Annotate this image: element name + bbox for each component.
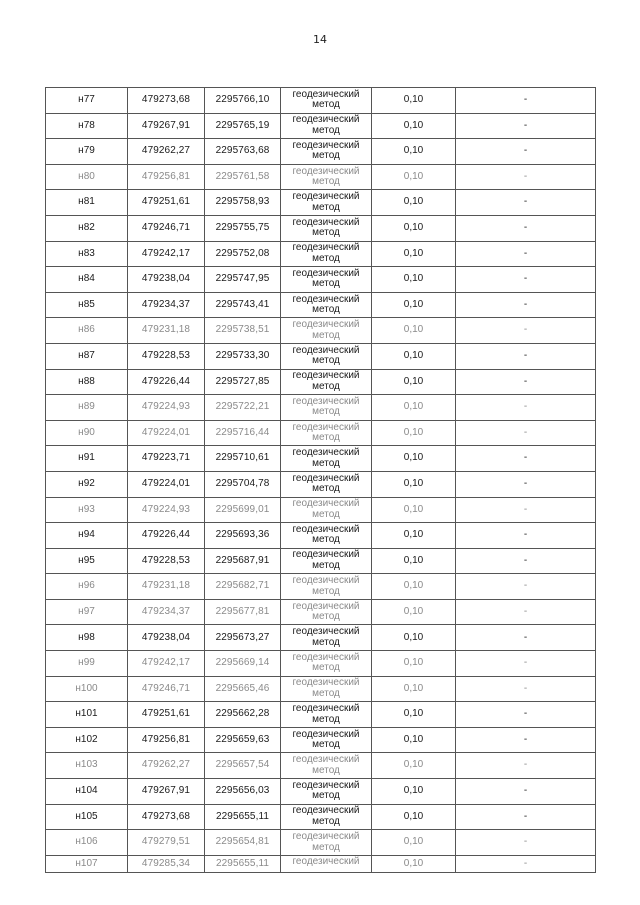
x-coordinate-cell: 479238,04 xyxy=(128,267,205,293)
method-cell: геодезический метод xyxy=(281,420,372,446)
accuracy-cell: 0,10 xyxy=(372,651,456,677)
x-coordinate-cell: 479228,53 xyxy=(128,548,205,574)
point-number-cell: н107 xyxy=(46,855,128,872)
method-cell: геодезический метод xyxy=(281,727,372,753)
note-cell: - xyxy=(456,779,596,805)
y-coordinate-cell: 2295727,85 xyxy=(205,369,281,395)
note-cell: - xyxy=(456,599,596,625)
note-cell: - xyxy=(456,651,596,677)
x-coordinate-cell: 479256,81 xyxy=(128,164,205,190)
table-row xyxy=(46,779,596,805)
point-number-cell: н89 xyxy=(46,395,128,421)
method-cell: геодезический метод xyxy=(281,548,372,574)
y-coordinate-cell: 2295687,91 xyxy=(205,548,281,574)
y-coordinate-cell: 2295747,95 xyxy=(205,267,281,293)
method-cell: геодезический метод xyxy=(281,139,372,165)
point-number-cell: н79 xyxy=(46,139,128,165)
y-coordinate-cell: 2295722,21 xyxy=(205,395,281,421)
accuracy-cell: 0,10 xyxy=(372,113,456,139)
x-coordinate-cell: 479267,91 xyxy=(128,779,205,805)
note-cell: - xyxy=(456,702,596,728)
accuracy-cell: 0,10 xyxy=(372,420,456,446)
point-number-cell: н100 xyxy=(46,676,128,702)
method-cell: геодезический метод xyxy=(281,215,372,241)
y-coordinate-cell: 2295766,10 xyxy=(205,88,281,114)
accuracy-cell: 0,10 xyxy=(372,139,456,165)
table-row xyxy=(46,395,596,421)
accuracy-cell: 0,10 xyxy=(372,343,456,369)
y-coordinate-cell: 2295677,81 xyxy=(205,599,281,625)
method-cell: геодезический метод xyxy=(281,830,372,856)
y-coordinate-cell: 2295704,78 xyxy=(205,471,281,497)
table-row xyxy=(46,574,596,600)
point-number-cell: н103 xyxy=(46,753,128,779)
point-number-cell: н84 xyxy=(46,267,128,293)
table-row xyxy=(46,292,596,318)
method-cell: геодезический метод xyxy=(281,369,372,395)
y-coordinate-cell: 2295655,11 xyxy=(205,804,281,830)
point-number-cell: н99 xyxy=(46,651,128,677)
note-cell: - xyxy=(456,830,596,856)
table-row xyxy=(46,420,596,446)
note-cell: - xyxy=(456,113,596,139)
note-cell: - xyxy=(456,267,596,293)
accuracy-cell: 0,10 xyxy=(372,369,456,395)
method-cell: геодезический метод xyxy=(281,267,372,293)
note-cell: - xyxy=(456,88,596,114)
table-row xyxy=(46,676,596,702)
x-coordinate-cell: 479285,34 xyxy=(128,855,205,872)
accuracy-cell: 0,10 xyxy=(372,727,456,753)
accuracy-cell: 0,10 xyxy=(372,395,456,421)
accuracy-cell: 0,10 xyxy=(372,241,456,267)
accuracy-cell: 0,10 xyxy=(372,215,456,241)
x-coordinate-cell: 479256,81 xyxy=(128,727,205,753)
y-coordinate-cell: 2295655,11 xyxy=(205,855,281,872)
table-row xyxy=(46,804,596,830)
point-number-cell: н87 xyxy=(46,343,128,369)
x-coordinate-cell: 479262,27 xyxy=(128,139,205,165)
table-row xyxy=(46,215,596,241)
x-coordinate-cell: 479224,01 xyxy=(128,420,205,446)
accuracy-cell: 0,10 xyxy=(372,625,456,651)
method-cell: геодезический метод xyxy=(281,190,372,216)
x-coordinate-cell: 479273,68 xyxy=(128,804,205,830)
table-row xyxy=(46,855,596,872)
x-coordinate-cell: 479251,61 xyxy=(128,190,205,216)
y-coordinate-cell: 2295693,36 xyxy=(205,523,281,549)
point-number-cell: н85 xyxy=(46,292,128,318)
table-row xyxy=(46,318,596,344)
method-cell: геодезический метод xyxy=(281,702,372,728)
point-number-cell: н90 xyxy=(46,420,128,446)
note-cell: - xyxy=(456,497,596,523)
note-cell: - xyxy=(456,523,596,549)
accuracy-cell: 0,10 xyxy=(372,446,456,472)
point-number-cell: н95 xyxy=(46,548,128,574)
note-cell: - xyxy=(456,753,596,779)
point-number-cell: н93 xyxy=(46,497,128,523)
table-row xyxy=(46,523,596,549)
y-coordinate-cell: 2295738,51 xyxy=(205,318,281,344)
point-number-cell: н98 xyxy=(46,625,128,651)
y-coordinate-cell: 2295763,68 xyxy=(205,139,281,165)
x-coordinate-cell: 479262,27 xyxy=(128,753,205,779)
y-coordinate-cell: 2295761,58 xyxy=(205,164,281,190)
point-number-cell: н77 xyxy=(46,88,128,114)
x-coordinate-cell: 479226,44 xyxy=(128,523,205,549)
y-coordinate-cell: 2295716,44 xyxy=(205,420,281,446)
method-cell: геодезический xyxy=(281,855,372,872)
point-number-cell: н105 xyxy=(46,804,128,830)
accuracy-cell: 0,10 xyxy=(372,599,456,625)
method-cell: геодезический метод xyxy=(281,753,372,779)
x-coordinate-cell: 479279,51 xyxy=(128,830,205,856)
method-cell: геодезический метод xyxy=(281,395,372,421)
table-row xyxy=(46,369,596,395)
accuracy-cell: 0,10 xyxy=(372,830,456,856)
y-coordinate-cell: 2295752,08 xyxy=(205,241,281,267)
accuracy-cell: 0,10 xyxy=(372,779,456,805)
method-cell: геодезический метод xyxy=(281,446,372,472)
table-row xyxy=(46,625,596,651)
y-coordinate-cell: 2295743,41 xyxy=(205,292,281,318)
table-row xyxy=(46,446,596,472)
method-cell: геодезический метод xyxy=(281,676,372,702)
accuracy-cell: 0,10 xyxy=(372,523,456,549)
table-row xyxy=(46,727,596,753)
method-cell: геодезический метод xyxy=(281,804,372,830)
point-number-cell: н86 xyxy=(46,318,128,344)
accuracy-cell: 0,10 xyxy=(372,548,456,574)
table-row xyxy=(46,753,596,779)
y-coordinate-cell: 2295659,63 xyxy=(205,727,281,753)
note-cell: - xyxy=(456,292,596,318)
x-coordinate-cell: 479231,18 xyxy=(128,318,205,344)
method-cell: геодезический метод xyxy=(281,164,372,190)
method-cell: геодезический метод xyxy=(281,599,372,625)
x-coordinate-cell: 479242,17 xyxy=(128,651,205,677)
note-cell: - xyxy=(456,855,596,872)
point-number-cell: н83 xyxy=(46,241,128,267)
method-cell: геодезический метод xyxy=(281,318,372,344)
point-number-cell: н82 xyxy=(46,215,128,241)
method-cell: геодезический метод xyxy=(281,471,372,497)
x-coordinate-cell: 479223,71 xyxy=(128,446,205,472)
y-coordinate-cell: 2295699,01 xyxy=(205,497,281,523)
y-coordinate-cell: 2295673,27 xyxy=(205,625,281,651)
note-cell: - xyxy=(456,420,596,446)
method-cell: геодезический метод xyxy=(281,292,372,318)
method-cell: геодезический метод xyxy=(281,497,372,523)
y-coordinate-cell: 2295710,61 xyxy=(205,446,281,472)
coordinates-table xyxy=(45,87,596,873)
table-row xyxy=(46,190,596,216)
table-row xyxy=(46,497,596,523)
table-row xyxy=(46,113,596,139)
point-number-cell: н78 xyxy=(46,113,128,139)
y-coordinate-cell: 2295669,14 xyxy=(205,651,281,677)
table-row xyxy=(46,164,596,190)
note-cell: - xyxy=(456,343,596,369)
accuracy-cell: 0,10 xyxy=(372,267,456,293)
table-row xyxy=(46,599,596,625)
point-number-cell: н101 xyxy=(46,702,128,728)
table-row xyxy=(46,702,596,728)
accuracy-cell: 0,10 xyxy=(372,753,456,779)
point-number-cell: н96 xyxy=(46,574,128,600)
note-cell: - xyxy=(456,471,596,497)
point-number-cell: н97 xyxy=(46,599,128,625)
note-cell: - xyxy=(456,548,596,574)
accuracy-cell: 0,10 xyxy=(372,804,456,830)
accuracy-cell: 0,10 xyxy=(372,471,456,497)
accuracy-cell: 0,10 xyxy=(372,292,456,318)
method-cell: геодезический метод xyxy=(281,523,372,549)
y-coordinate-cell: 2295665,46 xyxy=(205,676,281,702)
table-row xyxy=(46,343,596,369)
x-coordinate-cell: 479238,04 xyxy=(128,625,205,651)
accuracy-cell: 0,10 xyxy=(372,497,456,523)
method-cell: геодезический метод xyxy=(281,343,372,369)
note-cell: - xyxy=(456,215,596,241)
accuracy-cell: 0,10 xyxy=(372,88,456,114)
point-number-cell: н81 xyxy=(46,190,128,216)
x-coordinate-cell: 479246,71 xyxy=(128,215,205,241)
note-cell: - xyxy=(456,676,596,702)
x-coordinate-cell: 479226,44 xyxy=(128,369,205,395)
note-cell: - xyxy=(456,139,596,165)
x-coordinate-cell: 479242,17 xyxy=(128,241,205,267)
x-coordinate-cell: 479224,93 xyxy=(128,395,205,421)
y-coordinate-cell: 2295662,28 xyxy=(205,702,281,728)
table-row xyxy=(46,548,596,574)
method-cell: геодезический метод xyxy=(281,574,372,600)
x-coordinate-cell: 479224,93 xyxy=(128,497,205,523)
method-cell: геодезический метод xyxy=(281,651,372,677)
y-coordinate-cell: 2295654,81 xyxy=(205,830,281,856)
accuracy-cell: 0,10 xyxy=(372,702,456,728)
x-coordinate-cell: 479234,37 xyxy=(128,599,205,625)
x-coordinate-cell: 479231,18 xyxy=(128,574,205,600)
method-cell: геодезический метод xyxy=(281,241,372,267)
note-cell: - xyxy=(456,574,596,600)
point-number-cell: н88 xyxy=(46,369,128,395)
table-row xyxy=(46,471,596,497)
table-row xyxy=(46,651,596,677)
note-cell: - xyxy=(456,241,596,267)
point-number-cell: н106 xyxy=(46,830,128,856)
accuracy-cell: 0,10 xyxy=(372,318,456,344)
y-coordinate-cell: 2295656,03 xyxy=(205,779,281,805)
x-coordinate-cell: 479234,37 xyxy=(128,292,205,318)
y-coordinate-cell: 2295733,30 xyxy=(205,343,281,369)
page-number: 14 xyxy=(313,33,327,46)
accuracy-cell: 0,10 xyxy=(372,574,456,600)
note-cell: - xyxy=(456,625,596,651)
method-cell: геодезический метод xyxy=(281,88,372,114)
point-number-cell: н104 xyxy=(46,779,128,805)
table-row xyxy=(46,139,596,165)
y-coordinate-cell: 2295765,19 xyxy=(205,113,281,139)
x-coordinate-cell: 479224,01 xyxy=(128,471,205,497)
point-number-cell: н80 xyxy=(46,164,128,190)
note-cell: - xyxy=(456,190,596,216)
method-cell: геодезический метод xyxy=(281,113,372,139)
note-cell: - xyxy=(456,727,596,753)
point-number-cell: н94 xyxy=(46,523,128,549)
table-row xyxy=(46,830,596,856)
note-cell: - xyxy=(456,804,596,830)
table-row xyxy=(46,267,596,293)
method-cell: геодезический метод xyxy=(281,625,372,651)
y-coordinate-cell: 2295758,93 xyxy=(205,190,281,216)
x-coordinate-cell: 479246,71 xyxy=(128,676,205,702)
point-number-cell: н92 xyxy=(46,471,128,497)
note-cell: - xyxy=(456,318,596,344)
x-coordinate-cell: 479267,91 xyxy=(128,113,205,139)
accuracy-cell: 0,10 xyxy=(372,676,456,702)
point-number-cell: н102 xyxy=(46,727,128,753)
note-cell: - xyxy=(456,369,596,395)
table-row xyxy=(46,241,596,267)
note-cell: - xyxy=(456,164,596,190)
y-coordinate-cell: 2295657,54 xyxy=(205,753,281,779)
y-coordinate-cell: 2295682,71 xyxy=(205,574,281,600)
coordinates-table-body xyxy=(46,88,596,873)
method-cell: геодезический метод xyxy=(281,779,372,805)
accuracy-cell: 0,10 xyxy=(372,855,456,872)
note-cell: - xyxy=(456,446,596,472)
table-row xyxy=(46,88,596,114)
x-coordinate-cell: 479273,68 xyxy=(128,88,205,114)
x-coordinate-cell: 479228,53 xyxy=(128,343,205,369)
accuracy-cell: 0,10 xyxy=(372,190,456,216)
note-cell: - xyxy=(456,395,596,421)
accuracy-cell: 0,10 xyxy=(372,164,456,190)
x-coordinate-cell: 479251,61 xyxy=(128,702,205,728)
y-coordinate-cell: 2295755,75 xyxy=(205,215,281,241)
point-number-cell: н91 xyxy=(46,446,128,472)
